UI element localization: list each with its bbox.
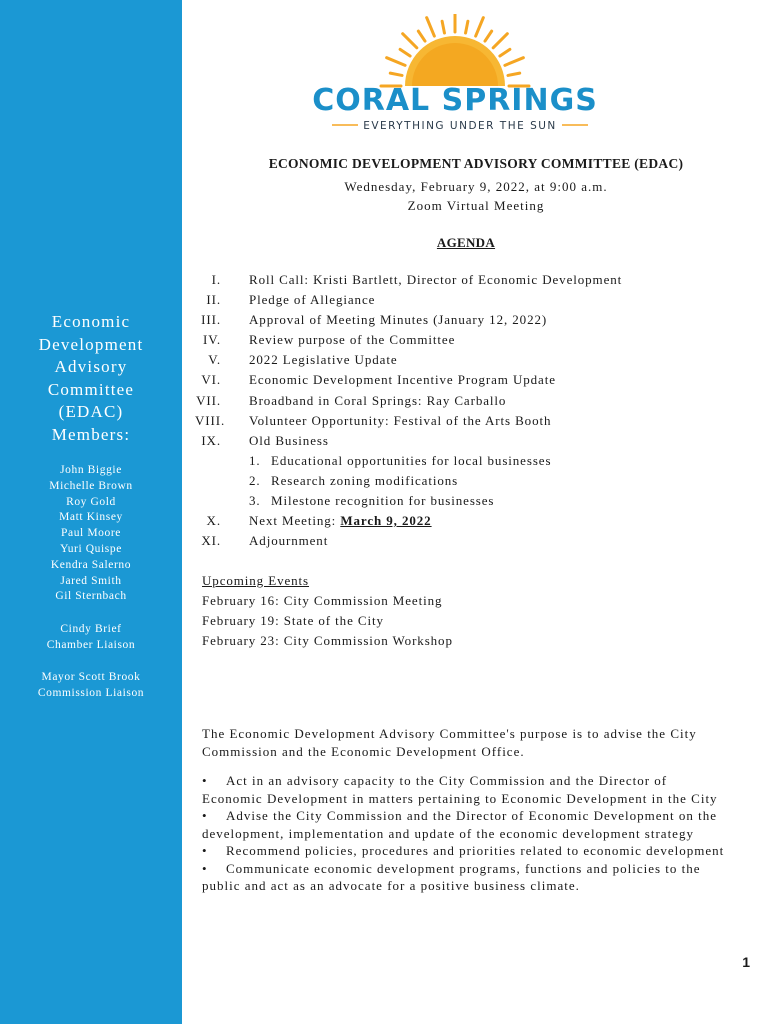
member-name: Kendra Salerno: [50, 558, 132, 571]
chamber-liaison: [0, 622, 182, 654]
next-meeting-label: Next Meeting:: [249, 513, 341, 529]
meeting-title: ECONOMIC DEVELOPMENT ADVISORY COMMITTEE (EDAC): [268, 156, 684, 171]
agenda-number: IV.: [203, 332, 221, 348]
commission-liaison: [0, 670, 182, 702]
purpose-bullets: [202, 772, 726, 895]
agenda-item: [195, 330, 755, 350]
agenda-item: [195, 411, 755, 431]
liaison-role: Chamber Liaison: [46, 638, 136, 651]
member-name: Yuri Quispe: [60, 542, 122, 555]
sun-ray: [442, 21, 444, 33]
agenda-text: Roll Call: Kristi Bartlett, Director of Economic Development: [249, 272, 623, 287]
subitem-text: Milestone recognition for businesses: [271, 493, 495, 509]
liaison-name: Cindy Brief: [60, 623, 122, 635]
agenda-text: [249, 511, 432, 531]
agenda-number: VI.: [201, 372, 221, 388]
sun-ray: [500, 49, 510, 56]
coral-springs-logo: [300, 14, 620, 138]
agenda-item: [195, 290, 755, 310]
sun-ray: [476, 18, 484, 36]
sidebar-heading-line: (EDAC): [58, 402, 124, 421]
logo-wordmark: CORAL SPRINGS: [312, 83, 598, 118]
event-item: February 19: State of the City: [202, 613, 384, 629]
agenda-text: Approval of Meeting Minutes (January 12, 2022): [249, 312, 548, 328]
sun-ray: [403, 34, 417, 48]
sun-ray: [418, 31, 425, 41]
agenda-item: [195, 370, 755, 390]
subitem-number: 1.: [249, 452, 261, 468]
sun-ray: [505, 58, 523, 66]
agenda-item: [195, 350, 755, 370]
agenda-text: Adjournment: [249, 533, 329, 549]
committee-purpose: The Economic Development Advisory Committee's purpose is to advise the City Commission and the Economic Development Office.: [202, 726, 697, 759]
bullet-text: Communicate economic development programs, functions and policies to the public and act as an advocate for a positive business climate.: [202, 860, 701, 893]
member-name: Gil Sternbach: [55, 590, 127, 603]
events-heading: Upcoming Events: [202, 573, 310, 588]
agenda-list: [195, 270, 755, 551]
sun-ray: [387, 58, 405, 66]
purpose-bullet: [202, 842, 726, 860]
bullet-icon: •: [202, 773, 208, 788]
sun-ray: [466, 21, 468, 33]
sun-ray: [427, 18, 435, 36]
sidebar-heading-line: Development: [38, 334, 144, 354]
liaison-role: Commission Liaison: [37, 686, 145, 699]
next-meeting-date: March 9, 2022: [340, 513, 432, 529]
agenda-number: II.: [206, 292, 221, 308]
meeting-date: Wednesday, February 9, 2022, at 9:00 a.m.: [344, 179, 608, 194]
agenda-item: [195, 270, 755, 290]
agenda-number: V.: [208, 352, 221, 368]
sidebar-panel: [0, 0, 182, 1024]
page-number: 1: [742, 954, 750, 970]
sun-logo-icon: [300, 14, 620, 138]
bullet-text: Act in an advisory capacity to the City Commission and the Director of Economic Development in matters pertaining to Economic Development in the City: [202, 773, 718, 806]
agenda-number: XI.: [201, 533, 221, 549]
member-name: Matt Kinsey: [59, 511, 123, 524]
agenda-text: Pledge of Allegiance: [249, 292, 376, 308]
purpose-bullet: [202, 772, 726, 807]
agenda-heading: AGENDA: [436, 235, 496, 250]
member-name: Michelle Brown: [49, 479, 133, 492]
agenda-text: Broadband in Coral Springs: Ray Carballo: [249, 392, 507, 408]
member-list: [0, 463, 182, 605]
old-business-item: [195, 471, 755, 491]
sidebar-heading-line: Economic: [51, 312, 131, 331]
subitem-number: 3.: [249, 493, 261, 509]
agenda-item: [195, 391, 755, 411]
agenda-number: X.: [206, 513, 221, 529]
liaison-name: Mayor Scott Brook: [41, 671, 141, 683]
agenda-text: Volunteer Opportunity: Festival of the Arts Booth: [249, 412, 552, 428]
agenda-item-next-meeting: [195, 511, 755, 531]
agenda-number: III.: [201, 312, 221, 328]
sidebar-heading-line: Committee: [47, 379, 135, 399]
sidebar-heading-line: Members:: [51, 424, 131, 444]
agenda-text: Review purpose of the Committee: [249, 332, 456, 348]
agenda-item: [195, 310, 755, 330]
bullet-text: Advise the City Commission and the Director of Economic Development on the development, implementation and update of the economic development strategy: [202, 808, 718, 841]
purpose-bullet: [202, 860, 726, 895]
upcoming-events: [202, 571, 453, 651]
bullet-icon: •: [202, 808, 208, 823]
sun-ray: [508, 73, 520, 75]
bullet-text: Recommend policies, procedures and priorities related to economic development: [226, 843, 725, 858]
agenda-number: I.: [211, 272, 221, 287]
agenda-item: [195, 431, 755, 451]
agenda-number: IX.: [201, 432, 221, 448]
event-item: February 23: City Commission Workshop: [202, 633, 453, 649]
subitem-text: Educational opportunities for local businesses: [271, 452, 552, 468]
purpose-bullet: [202, 807, 726, 842]
bullet-icon: •: [202, 860, 208, 876]
agenda-text: Economic Development Incentive Program Update: [249, 372, 556, 388]
member-name: Roy Gold: [66, 495, 116, 508]
agenda-item: [195, 531, 755, 551]
agenda-number: VIII.: [195, 412, 226, 428]
old-business-item: [195, 491, 755, 511]
bullet-icon: •: [202, 843, 208, 858]
sun-ray: [400, 49, 410, 56]
member-name: Paul Moore: [61, 527, 121, 540]
member-name: Jared Smith: [60, 574, 122, 587]
sidebar-heading-line: Advisory: [54, 357, 128, 376]
event-item: February 16: City Commission Meeting: [202, 593, 443, 609]
agenda-text: Old Business: [249, 432, 329, 448]
sun-ray: [493, 34, 507, 48]
subitem-text: Research zoning modifications: [271, 472, 459, 488]
sun-ray: [390, 73, 402, 75]
old-business-item: [195, 451, 755, 471]
member-name: John Biggie: [60, 464, 122, 476]
logo-tagline: EVERYTHING UNDER THE SUN: [363, 120, 557, 132]
meeting-location: Zoom Virtual Meeting: [407, 198, 545, 213]
agenda-text: 2022 Legislative Update: [249, 352, 398, 368]
agenda-number: VII.: [196, 392, 221, 408]
sidebar-heading: [0, 311, 182, 446]
sun-ray: [485, 31, 492, 41]
subitem-number: 2.: [249, 472, 261, 488]
